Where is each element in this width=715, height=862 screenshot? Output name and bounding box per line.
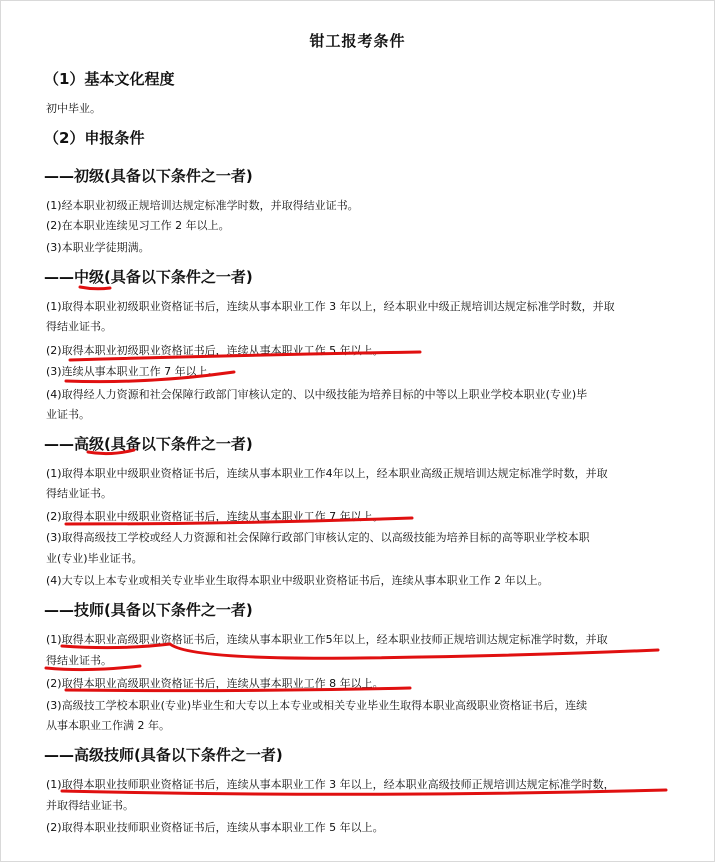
education-text: 初中毕业。 bbox=[46, 102, 101, 115]
list-item: (2)取得本职业中级职业资格证书后，连续从事本职业工作 7 年以上。 bbox=[46, 510, 384, 523]
list-item: 业(专业)毕业证书。 bbox=[46, 552, 143, 565]
list-item: (1)取得本职业高级职业资格证书后，连续从事本职业工作5年以上，经本职业技师正规培训达规定标准学时数，并取 bbox=[46, 633, 608, 646]
list-item: 业证书。 bbox=[46, 408, 90, 421]
list-item: 得结业证书。 bbox=[46, 654, 112, 667]
list-item: (4)取得经人力资源和社会保障行政部门审核认定的、以中级技能为培养目标的中等以上职业学校本职业(专业)毕 bbox=[46, 388, 588, 401]
underline-technician-3 bbox=[66, 688, 410, 691]
section-heading-education: （1）基本文化程度 bbox=[44, 70, 175, 88]
list-item: (2)在本职业连续见习工作 2 年以上。 bbox=[46, 219, 230, 232]
list-item: (3)本职业学徒期满。 bbox=[46, 241, 150, 254]
page-title: 钳工报考条件 bbox=[309, 32, 406, 50]
list-item: (2)取得本职业技师职业资格证书后，连续从事本职业工作 5 年以上。 bbox=[46, 821, 384, 834]
section-heading-conditions: （2）申报条件 bbox=[44, 129, 145, 147]
underline-technician-2 bbox=[46, 666, 140, 670]
level-heading-senior: ——高级(具备以下条件之一者) bbox=[44, 435, 253, 453]
list-item: (1)取得本职业中级职业资格证书后，连续从事本职业工作4年以上，经本职业高级正规培训达规定标准学时数，并取 bbox=[46, 467, 608, 480]
list-item: 从事本职业工作满 2 年。 bbox=[46, 719, 170, 732]
level-heading-intermediate: ——中级(具备以下条件之一者) bbox=[44, 268, 253, 286]
underline-senior-2 bbox=[66, 518, 412, 524]
level-heading-technician: ——技师(具备以下条件之一者) bbox=[44, 601, 253, 619]
list-item: (1)经本职业初级正规培训达规定标准学时数，并取得结业证书。 bbox=[46, 199, 359, 212]
list-item: 并取得结业证书。 bbox=[46, 799, 134, 812]
underline-technician-1 bbox=[62, 644, 658, 658]
underline-senior-technician bbox=[62, 790, 666, 794]
underline-intermediate-2 bbox=[70, 352, 420, 360]
underline-intermediate-3 bbox=[66, 372, 234, 382]
list-item: (3)取得高级技工学校或经人力资源和社会保障行政部门审核认定的、以高级技能为培养目标的高等职业学校本职 bbox=[46, 531, 590, 544]
level-heading-senior-technician: ——高级技师(具备以下条件之一者) bbox=[44, 746, 283, 764]
list-item: (1)取得本职业初级职业资格证书后，连续从事本职业工作 3 年以上，经本职业中级正规培训达规定标准学时数，并取 bbox=[46, 300, 615, 313]
list-item: (2)取得本职业初级职业资格证书后，连续从事本职业工作 5 年以上。 bbox=[46, 344, 384, 357]
list-item: (3)高级技工学校本职业(专业)毕业生和大专以上本专业或相关专业毕业生取得本职业高级职业资格证书后，连续 bbox=[46, 699, 588, 712]
list-item: (3)连续从事本职业工作 7 年以上。 bbox=[46, 365, 219, 378]
list-item: (2)取得本职业高级职业资格证书后，连续从事本职业工作 8 年以上。 bbox=[46, 677, 384, 690]
list-item: (1)取得本职业技师职业资格证书后，连续从事本职业工作 3 年以上，经本职业高级技师正规培训达规定标准学时数， bbox=[46, 778, 615, 791]
list-item: 得结业证书。 bbox=[46, 487, 112, 500]
underline-intermediate bbox=[80, 287, 110, 289]
list-item: (4)大专以上本专业或相关专业毕业生取得本职业中级职业资格证书后，连续从事本职业工作 2 年以上。 bbox=[46, 574, 549, 587]
underline-senior bbox=[88, 450, 134, 454]
list-item: 得结业证书。 bbox=[46, 320, 112, 333]
level-heading-junior: ——初级(具备以下条件之一者) bbox=[44, 167, 253, 185]
